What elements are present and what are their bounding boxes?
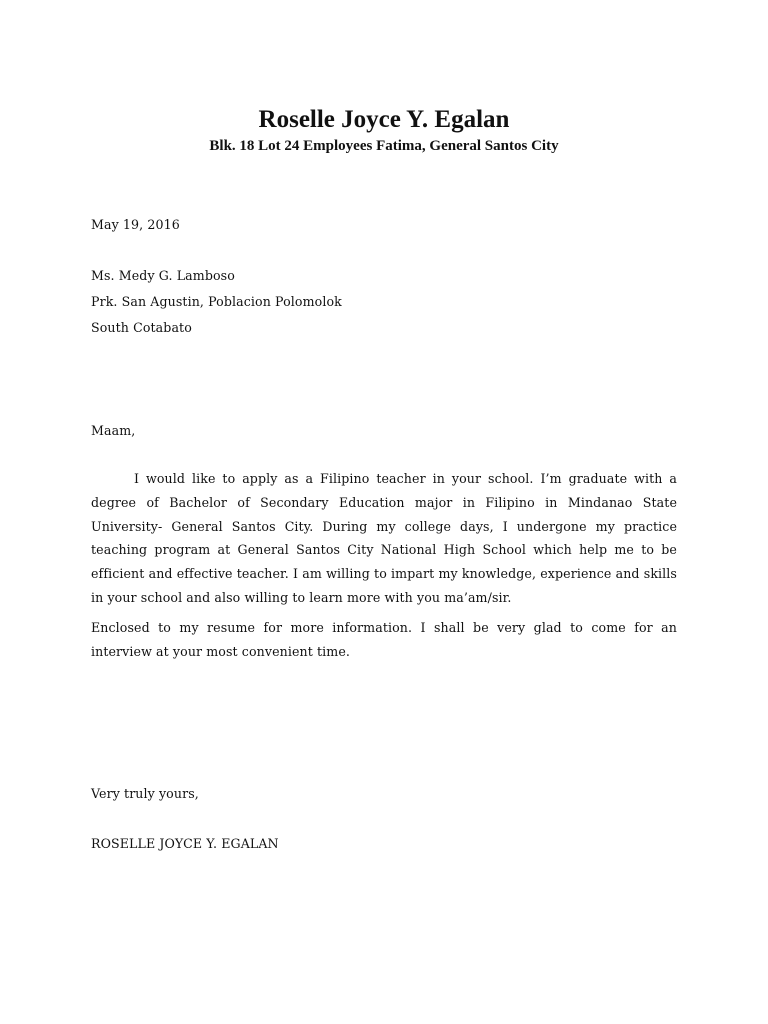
body-paragraph-1: I would like to apply as a Filipino teacher in your school. I’m graduate with a degree of Bachelor of Secondary Education major in Filipino in Mindanao State University- General Santos City. During my college days, I undergone my practice teaching program at General Santos City National High School which help me to be efficient and effective teacher. I am willing to impart my knowledge, experience and skills in your school and also willing to learn more with you ma’am/sir. xyxy=(91,471,677,605)
signature-name: ROSELLE JOYCE Y. EGALAN xyxy=(91,836,279,851)
letterhead xyxy=(0,104,768,156)
body-paragraph-2: Enclosed to my resume for more information. I shall be very glad to come for an interview at your most convenient time. xyxy=(91,619,677,659)
closing: Very truly yours, xyxy=(91,786,199,801)
recipient-street: Prk. San Agustin, Poblacion Polomolok xyxy=(91,294,342,309)
recipient-province: South Cotabato xyxy=(91,320,192,335)
salutation: Maam, xyxy=(91,423,136,438)
recipient-name: Ms. Medy G. Lamboso xyxy=(91,268,235,283)
letter-body xyxy=(91,467,677,663)
sender-address: Blk. 18 Lot 24 Employees Fatima, General Santos City xyxy=(209,138,559,154)
letter-date: May 19, 2016 xyxy=(91,217,180,232)
sender-name: Roselle Joyce Y. Egalan xyxy=(258,106,510,133)
